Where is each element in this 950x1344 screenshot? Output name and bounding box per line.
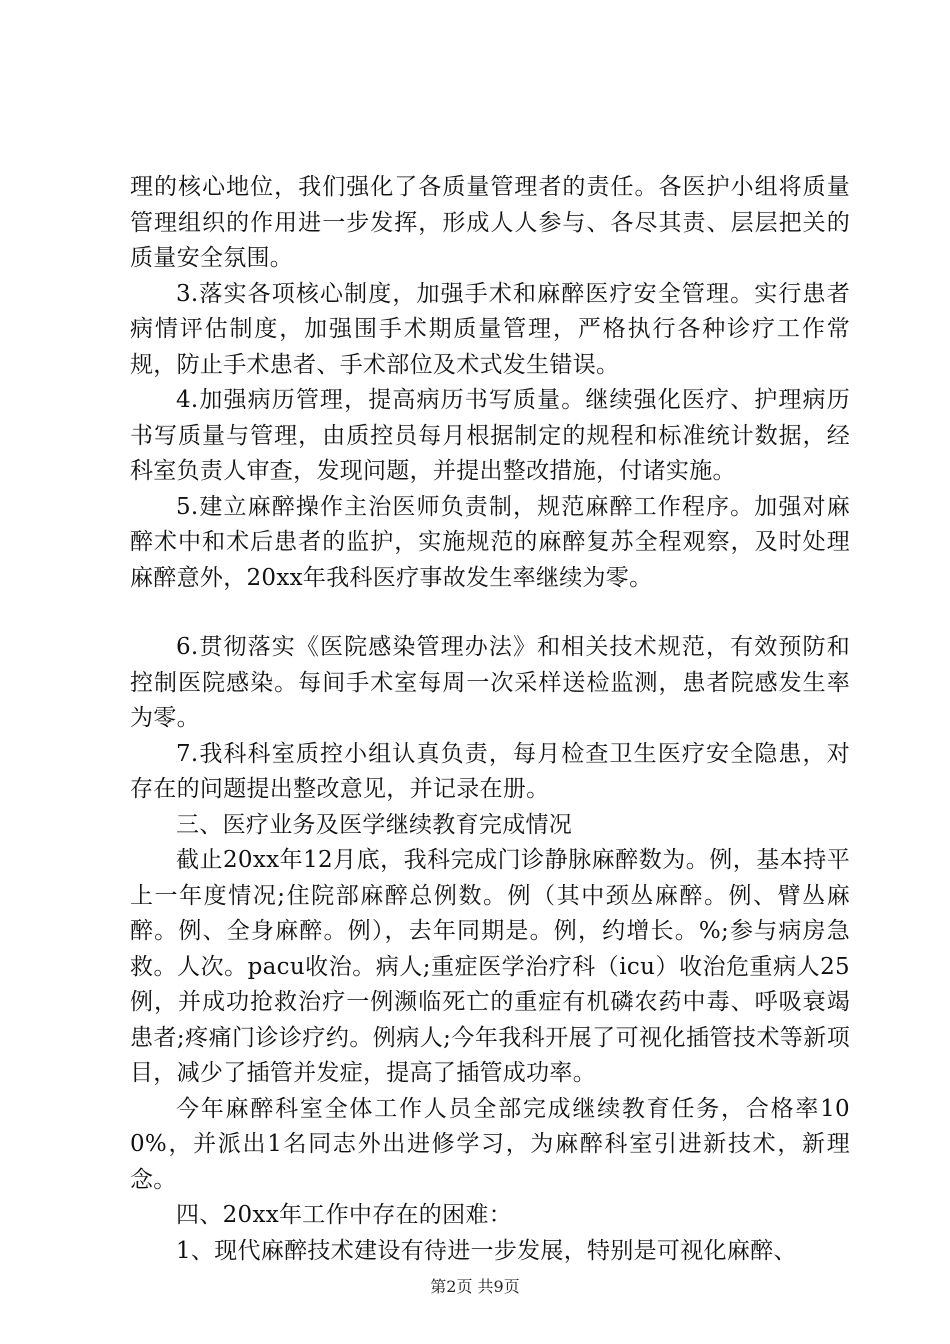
section-heading-3: 三、医疗业务及医学继续教育完成情况: [176, 811, 573, 838]
paragraph-3: 4.加强病历管理，提高病历书写质量。继续强化医疗、护理病历书写质量与管理，由质控员每月根据制定的规程和标准统计数据，经科室负责人审查，发现问题，并提出整改措施，付诸实施。: [130, 387, 850, 484]
document-body: [130, 170, 850, 1269]
paragraph-2: 3.落实各项核心制度，加强手术和麻醉医疗安全管理。实行患者病情评估制度，加强围手术期质量管理，严格执行各种诊疗工作常规，防止手术患者、手术部位及术式发生错误。: [130, 280, 850, 378]
paragraph-1: 理的核心地位，我们强化了各质量管理者的责任。各医护小组将质量管理组织的作用进一步发挥，形成人人参与、各尽其责、层层把关的质量安全氛围。: [130, 174, 850, 271]
section-heading-4: 四、20xx年工作中存在的困难：: [176, 1202, 513, 1228]
paragraph-7: 截止20xx年12月底，我科完成门诊静脉麻醉数为。例，基本持平上一年度情况;住院部麻醉总例数。例（其中颈丛麻醉。例、臂丛麻醉。例、全身麻醉。例），去年同期是。例，约增长。%;参与病房急救。人次。pacu收治。病人;重症医学治疗科（icu）收治危重病人25例，并成功抢救治疗一例濒临死亡的重症有机磷农药中毒、呼吸衰竭患者;疼痛门诊诊疗约。例病人;今年我科开展了可视化插管技术等新项目，减少了插管并发症，提高了插管成功率。: [130, 847, 850, 1086]
paragraph-8: 今年麻醉科室全体工作人员全部完成继续教育任务，合格率100%，并派出1名同志外出进修学习，为麻醉科室引进新技术，新理念。: [130, 1095, 850, 1193]
paragraph-5: 6.贯彻落实《医院感染管理办法》和相关技术规范，有效预防和控制医院感染。每间手术室每周一次采样送检监测，患者院感发生率为零。: [130, 634, 850, 731]
paragraph-9: 1、现代麻醉技术建设有待进一步发展，特别是可视化麻醉、: [176, 1237, 797, 1264]
paragraph-4: 5.建立麻醉操作主治医师负责制，规范麻醉工作程序。加强对麻醉术中和术后患者的监护，实施规范的麻醉复苏全程观察，及时处理麻醉意外，20xx年我科医疗事故发生率继续为零。: [130, 493, 850, 591]
paragraph-6: 7.我科科室质控小组认真负责，每月检查卫生医疗安全隐患，对存在的问题提出整改意见，并记录在册。: [130, 740, 850, 802]
page-number-footer: 第2页 共9页: [430, 1277, 520, 1296]
